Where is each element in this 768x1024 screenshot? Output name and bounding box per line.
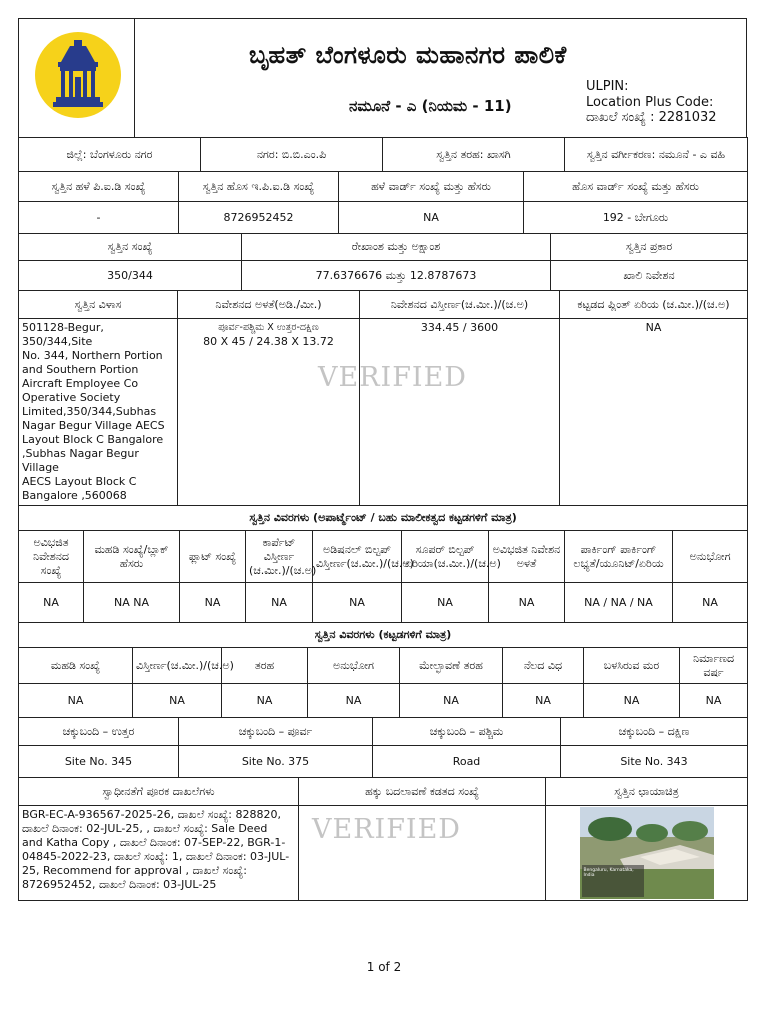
ownership-docs-value: [19, 806, 299, 901]
boundary-north-value: Site No. 345: [19, 746, 179, 778]
apt-header: ಸೂಪರ್ ಬಿಲ್ಟಪ್ ಏರಿಯಾ(ಚ.ಮೀ.)/(ಚ.ಅ): [402, 531, 489, 583]
old-pid-value: -: [19, 202, 179, 234]
address-line: Operative Society: [22, 391, 121, 404]
verified-watermark: VERIFIED: [318, 362, 467, 393]
old-pid-header: ಸ್ವತ್ತಿನ ಹಳೆ ಪಿ.ಐ.ಡಿ ಸಂಖ್ಯೆ: [19, 172, 179, 202]
boundary-west-value: Road: [373, 746, 561, 778]
bldg-header: ವಿಸ್ತೀರ್ಣ(ಚ.ಮೀ.)/(ಚ.ಅ): [133, 648, 222, 684]
apt-header: ಅವಿಭಜಿತ ನಿವೇಶನದ ಸಂಖ್ಯೆ: [19, 531, 84, 583]
apt-value: NA: [402, 583, 489, 623]
apt-value: NA / NA / NA: [565, 583, 673, 623]
photo-caption: Bengaluru, Karnataka, India: [583, 868, 634, 878]
lat-long-header: ರೇಖಾಂಶ ಮತ್ತು ಅಕ್ಷಾಂಶ: [242, 234, 551, 261]
boundary-east-header: ಚಕ್ಕುಬಂದಿ – ಪೂರ್ವ: [179, 718, 373, 746]
property-number-value: 350/344: [19, 261, 242, 291]
verified-watermark: VERIFIED: [312, 814, 461, 845]
ownership-doc-line: 04845-2022-23, ದಾಖಲೆ ಸಂಖ್ಯೆ: 1, ದಾಖಲೆ ದಿನಾಂಕ: 03-JUL-: [22, 850, 290, 863]
ownership-doc-line: 8726952452, ದಾಖಲೆ ದಿನಾಂಕ: 03-JUL-25: [22, 878, 217, 891]
apartment-section-title: ಸ್ವತ್ತಿನ ವಿವರಗಳು (ಅಪಾರ್ಟ್ಮೆಂಟ್ / ಬಹು ಮಾಲೀಕತ್ವದ ಕಟ್ಟಡಗಳಿಗೆ ಮಾತ್ರ): [19, 506, 748, 531]
property-type-cell: ಸ್ವತ್ತಿನ ತರಹ: ಖಾಸಗಿ: [383, 138, 565, 172]
address-line: AECS Layout Block C: [22, 475, 137, 488]
apt-value: NA: [19, 583, 84, 623]
site-dimension-header: ನಿವೇಶನದ ಅಳತೆ(ಅಡಿ./ಮೀ.): [178, 291, 360, 319]
site-area-value: 334.45 / 3600: [360, 319, 560, 506]
new-epid-header: ಸ್ವತ್ತಿನ ಹೊಸ ಇ.ಪಿ.ಐ.ಡಿ ಸಂಖ್ಯೆ: [179, 172, 339, 202]
address-line: Bangalore ,560068: [22, 489, 127, 502]
bldg-header: ನಿರ್ಮಾಣದ ವರ್ಷ: [680, 648, 748, 684]
boundary-east-value: Site No. 375: [179, 746, 373, 778]
bldg-header: ತರಹ: [222, 648, 308, 684]
bldg-value: NA: [584, 684, 680, 718]
bldg-header: ಬಳಸಿರುವ ಮರ: [584, 648, 680, 684]
new-ward-value: 192 - ಬೇಗೂರು: [524, 202, 748, 234]
apt-value: NA: [180, 583, 246, 623]
file-number-label: ದಾಖಲೆ ಸಂಖ್ಯೆ :: [586, 110, 655, 125]
ownership-doc-line: ದಾಖಲೆ ದಿನಾಂಕ: 02-JUL-25, , ದಾಖಲೆ ಸಂಖ್ಯೆ: Sale Deed: [22, 822, 268, 835]
new-ward-header: ಹೊಸ ವಾರ್ಡ್ ಸಂಖ್ಯೆ ಮತ್ತು ಹೆಸರು: [524, 172, 748, 202]
site-dimension-value: [178, 319, 360, 506]
ownership-doc-line: BGR-EC-A-936567-2025-26, ದಾಖಲೆ ಸಂಖ್ಯೆ: 828820,: [22, 808, 281, 821]
property-number-header: ಸ್ವತ್ತಿನ ಸಂಖ್ಯೆ: [19, 234, 242, 261]
apt-header: ಅನುಭೋಗ: [673, 531, 748, 583]
address-line: Aircraft Employee Co: [22, 377, 139, 390]
mutation-file-header: ಹಕ್ಕು ಬದಲಾವಣೆ ಕಡತದ ಸಂಖ್ಯೆ: [299, 778, 546, 806]
property-kind-header: ಸ್ವತ್ತಿನ ಪ್ರಕಾರ: [551, 234, 748, 261]
building-section-title: ಸ್ವತ್ತಿನ ವಿವರಗಳು (ಕಟ್ಟಡಗಳಿಗೆ ಮಾತ್ರ): [19, 623, 748, 648]
boundary-north-header: ಚಕ್ಕುಬಂದಿ – ಉತ್ತರ: [19, 718, 179, 746]
bldg-value: NA: [400, 684, 503, 718]
apt-value: NA NA: [84, 583, 180, 623]
boundaries-table: [18, 717, 748, 778]
plinth-area-header: ಕಟ್ಟಡದ ಪ್ಲಿಂತ್ ಏರಿಯ (ಚ.ಮೀ.)/(ಚ.ಅ): [560, 291, 748, 319]
apt-header: ಪಾರ್ಕಿಂಗ್ ಪಾರ್ಕಿಂಗ್ ಲಭ್ಯತೆ/ಯೂನಿಟ್/ಏರಿಯ: [565, 531, 673, 583]
apt-header: ಅಡಿಷನಲ್ ಬಿಲ್ಟಪ್ ವಿಸ್ತೀರ್ಣ(ಚ.ಮೀ.)/(ಚ.ಅ): [313, 531, 402, 583]
ulpin-label: ULPIN:: [586, 79, 629, 94]
city-cell: ನಗರ: ಬಿ.ಬಿ.ಎಂ.ಪಿ: [201, 138, 383, 172]
form-title: ನಮೂನೆ - ಎ (ನಿಯಮ - 11): [349, 97, 512, 115]
address-line: Nagar Begur Village AECS: [22, 419, 165, 432]
bldg-header: ನೆಲದ ವಿಧ: [503, 648, 584, 684]
address-header: ಸ್ವತ್ತಿನ ವಿಳಾಸ: [19, 291, 178, 319]
bldg-value: NA: [222, 684, 308, 718]
property-photo-header: ಸ್ವತ್ತಿನ ಛಾಯಾಚಿತ್ರ: [546, 778, 748, 806]
mutation-file-value: [299, 806, 546, 901]
apt-value: NA: [489, 583, 565, 623]
apt-header: ಮಹಡಿ ಸಂಖ್ಯೆ/ಬ್ಲಾಕ್ ಹೆಸರು: [84, 531, 180, 583]
new-epid-value: 8726952452: [179, 202, 339, 234]
page-number: 1 of 2: [366, 960, 402, 974]
site-photo-image: [580, 807, 714, 899]
dimension-value: 80 X 45 / 24.38 X 13.72: [203, 335, 334, 348]
documents-table: [18, 777, 748, 901]
old-ward-value: NA: [339, 202, 524, 234]
location-table: [18, 233, 748, 291]
logo-cell: [19, 19, 135, 137]
boundary-south-value: Site No. 343: [561, 746, 748, 778]
plinth-area-value: NA: [560, 319, 748, 506]
address-line: ,Subhas Nagar Begur Village: [22, 447, 139, 474]
old-ward-header: ಹಳೆ ವಾರ್ಡ್ ಸಂಖ್ಯೆ ಮತ್ತು ಹೆಸರು: [339, 172, 524, 202]
file-number-row: [586, 110, 717, 126]
property-kind-value: ಖಾಲಿ ನಿವೇಶನ: [551, 261, 748, 291]
site-table: [18, 290, 748, 506]
district-cell: ಜಿಲ್ಲೆ: ಬೆಂಗಳೂರು ನಗರ: [19, 138, 201, 172]
address-line: No. 344, Northern Portion: [22, 349, 163, 362]
address-line: Limited,350/344,Subhas: [22, 405, 157, 418]
address-line: 501128-Begur, 350/344,Site: [22, 321, 104, 348]
bldg-header: ಅನುಭೋಗ: [308, 648, 400, 684]
address-line: and Southern Portion: [22, 363, 139, 376]
boundary-west-header: ಚಕ್ಕುಬಂದಿ – ಪಶ್ಚಿಮ: [373, 718, 561, 746]
property-category-cell: ಸ್ವತ್ತಿನ ವರ್ಗೀಕರಣ: ನಮೂನೆ - ಎ ವಹಿ: [565, 138, 748, 172]
property-photo: [580, 807, 714, 899]
address-line: Layout Block C Bangalore: [22, 433, 164, 446]
apt-value: NA: [673, 583, 748, 623]
apt-header: ಫ್ಲಾಟ್ ಸಂಖ್ಯೆ: [180, 531, 246, 583]
bldg-value: NA: [133, 684, 222, 718]
ulpin-block: [586, 79, 717, 126]
file-number-value: 2281032: [658, 110, 717, 125]
boundary-south-header: ಚಕ್ಕುಬಂದಿ – ದಕ್ಷಿಣ: [561, 718, 748, 746]
bldg-header: ಮೇಲ್ಛಾವಣೆ ತರಹ: [400, 648, 503, 684]
dimension-label: ಪೂರ್ವ-ಪಶ್ಚಿಮ X ಉತ್ತರ-ದಕ್ಷಿಣ: [218, 322, 319, 333]
apt-header: ಕಾರ್ಪೆಟ್ ವಿಸ್ತೀರ್ಣ (ಚ.ಮೀ.)/(ಚ.ಅ): [246, 531, 313, 583]
apt-value: NA: [313, 583, 402, 623]
bbmp-emblem-logo: [34, 31, 122, 119]
summary-table: [18, 137, 748, 172]
apt-value: NA: [246, 583, 313, 623]
building-table: [18, 622, 748, 718]
property-photo-cell: [546, 806, 748, 901]
lat-long-value: 77.6376676 ಮತ್ತು 12.8787673: [242, 261, 551, 291]
location-plus-code-label: Location Plus Code:: [586, 94, 714, 110]
bldg-value: NA: [19, 684, 133, 718]
bldg-value: NA: [308, 684, 400, 718]
bldg-header: ಮಹಡಿ ಸಂಖ್ಯೆ: [19, 648, 133, 684]
ownership-doc-line: and Katha Copy , ದಾಖಲೆ ದಿನಾಂಕ: 07-SEP-22, BGR-1-: [22, 836, 286, 849]
corporation-name: ಬೃಹತ್ ಬೆಂಗಳೂರು ಮಹಾನಗರ ಪಾಲಿಕೆ: [249, 41, 567, 69]
bldg-value: NA: [680, 684, 748, 718]
ownership-docs-header: ಸ್ವಾಧೀನತೆಗೆ ಪೂರಕ ದಾಖಲೆಗಳು: [19, 778, 299, 806]
site-area-header: ನಿವೇಶನದ ವಿಸ್ತೀರ್ಣ(ಚ.ಮೀ.)/(ಚ.ಅ): [360, 291, 560, 319]
apt-header: ಅವಿಭಜಿತ ನಿವೇಶನ ಅಳತೆ: [489, 531, 565, 583]
ids-table: [18, 171, 748, 234]
bldg-value: NA: [503, 684, 584, 718]
address-value: [19, 319, 178, 506]
ownership-doc-line: 25, Recommend for approval , ದಾಖಲೆ ಸಂಖ್ಯೆ:: [22, 864, 247, 877]
document-header: [18, 18, 747, 138]
apartment-table: [18, 505, 748, 623]
property-document: [18, 18, 747, 901]
